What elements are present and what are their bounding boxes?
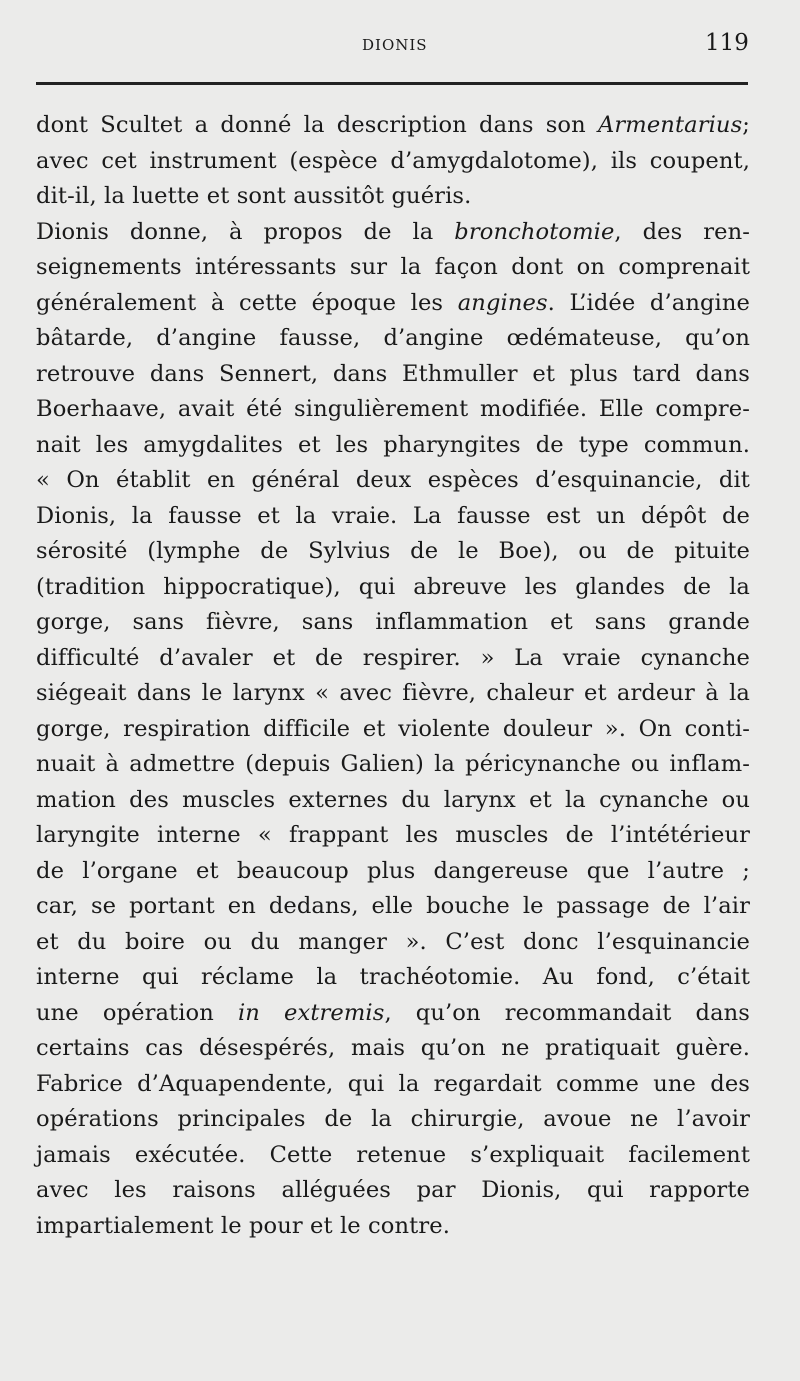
text-line [36,854,750,890]
text-line [36,428,750,464]
text-segment: siégeait dans le larynx « avec fièvre, chaleur et ardeur à la [36,680,750,706]
text-segment: seignements intéressants sur la façon dont on comprenait [36,254,750,280]
text-line [36,712,750,748]
italic-term: Armentarius [597,112,743,138]
text-line [36,1173,750,1209]
text-segment: nuait à admettre (depuis Galien) la péricynanche ou inflam- [36,751,750,777]
text-segment: Fabrice d’Aquapendente, qui la regardait comme une des [36,1070,750,1097]
italic-term: bronchotomie [454,218,615,245]
text-line [36,215,750,251]
text-line [36,747,750,783]
text-line [36,818,750,854]
text-segment: généralement à cette époque les [36,289,458,316]
text-segment: (tradition hippocratique), qui abreuve les glandes de la [36,573,750,600]
text-segment: , des ren- [614,218,750,245]
text-segment: retrouve dans Sennert, dans Ethmuller et plus tard dans [36,360,750,387]
text-line [36,463,750,499]
text-segment: gorge, respiration difficile et violente douleur ». On conti- [36,715,750,742]
header-rule [36,82,748,85]
text-line [36,499,750,535]
running-head [0,0,800,90]
text-line [36,960,750,996]
text-segment: Dionis, la fausse et la vraie. La fausse est un dépôt de [36,502,750,529]
text-line [36,996,750,1032]
italic-term: in extremis [237,999,385,1026]
text-segment: une opération [36,999,238,1026]
text-line [36,1209,750,1245]
text-segment: difficulté d’avaler et de respirer. » La vraie cynanche [36,644,750,671]
text-segment: ; [742,112,750,138]
text-line [36,392,750,428]
text-segment: avec cet instrument (espèce d’amygdalotome), ils coupent, [36,147,750,174]
text-segment: laryngite interne « frappant les muscles de l’intétérieur [36,822,750,848]
text-line [36,534,750,570]
text-line [36,108,750,144]
text-segment: dont Scultet a donné la description dans son [36,112,598,138]
text-line [36,179,750,215]
text-segment: bâtarde, d’angine fausse, d’angine œdémateuse, qu’on [36,325,750,351]
text-line [36,1031,750,1067]
text-segment: Boerhaave, avait été singulièrement modifiée. Elle compre- [36,396,750,422]
text-segment: . L’idée d’angine [547,289,750,316]
text-line [36,286,750,322]
text-segment: Dionis donne, à propos de la [36,218,455,245]
text-segment: certains cas désespérés, mais qu’on ne pratiquait guère. [36,1035,750,1061]
text-segment: opérations principales de la chirurgie, avoue ne l’avoir [36,1106,750,1132]
text-segment: interne qui réclame la trachéotomie. Au fond, c’était [36,964,750,990]
text-line [36,1067,750,1103]
page-number: 119 [705,30,749,56]
text-line [36,783,750,819]
text-segment: mation des muscles externes du larynx et la cynanche ou [36,786,750,813]
text-segment: , qu’on recommandait dans [384,999,751,1026]
text-segment: gorge, sans fièvre, sans inflammation et sans grande [36,609,750,635]
body-text [36,108,750,1244]
text-line [36,250,750,286]
text-line [36,641,750,677]
text-segment: sérosité (lymphe de Sylvius de le Boe), ou de pituite [36,538,750,564]
text-segment: jamais exécutée. Cette retenue s’expliquait facilement [36,1141,750,1168]
text-line [36,605,750,641]
text-line [36,676,750,712]
text-line [36,1138,750,1174]
text-segment: impartialement le pour et le contre. [36,1212,450,1239]
text-segment: avec les raisons alléguées par Dionis, qui rapporte [36,1177,750,1203]
text-line [36,357,750,393]
text-line [36,144,750,180]
text-line [36,1102,750,1138]
text-line [36,889,750,925]
text-segment: « On établit en général deux espèces d’esquinancie, dit [36,467,750,493]
italic-term: angines [457,289,548,316]
text-segment: et du boire ou du manger ». C’est donc l’esquinancie [36,928,750,955]
text-line [36,925,750,961]
text-segment: dit-il, la luette et sont aussitôt guéris. [36,183,472,209]
text-line [36,321,750,357]
text-segment: de l’organe et beaucoup plus dangereuse que l’autre ; [36,857,750,884]
text-line [36,570,750,606]
text-segment: nait les amygdalites et les pharyngites de type commun. [36,431,750,458]
text-segment: car, se portant en dedans, elle bouche le passage de l’air [36,893,750,919]
running-head-title: DIONIS [362,36,428,54]
